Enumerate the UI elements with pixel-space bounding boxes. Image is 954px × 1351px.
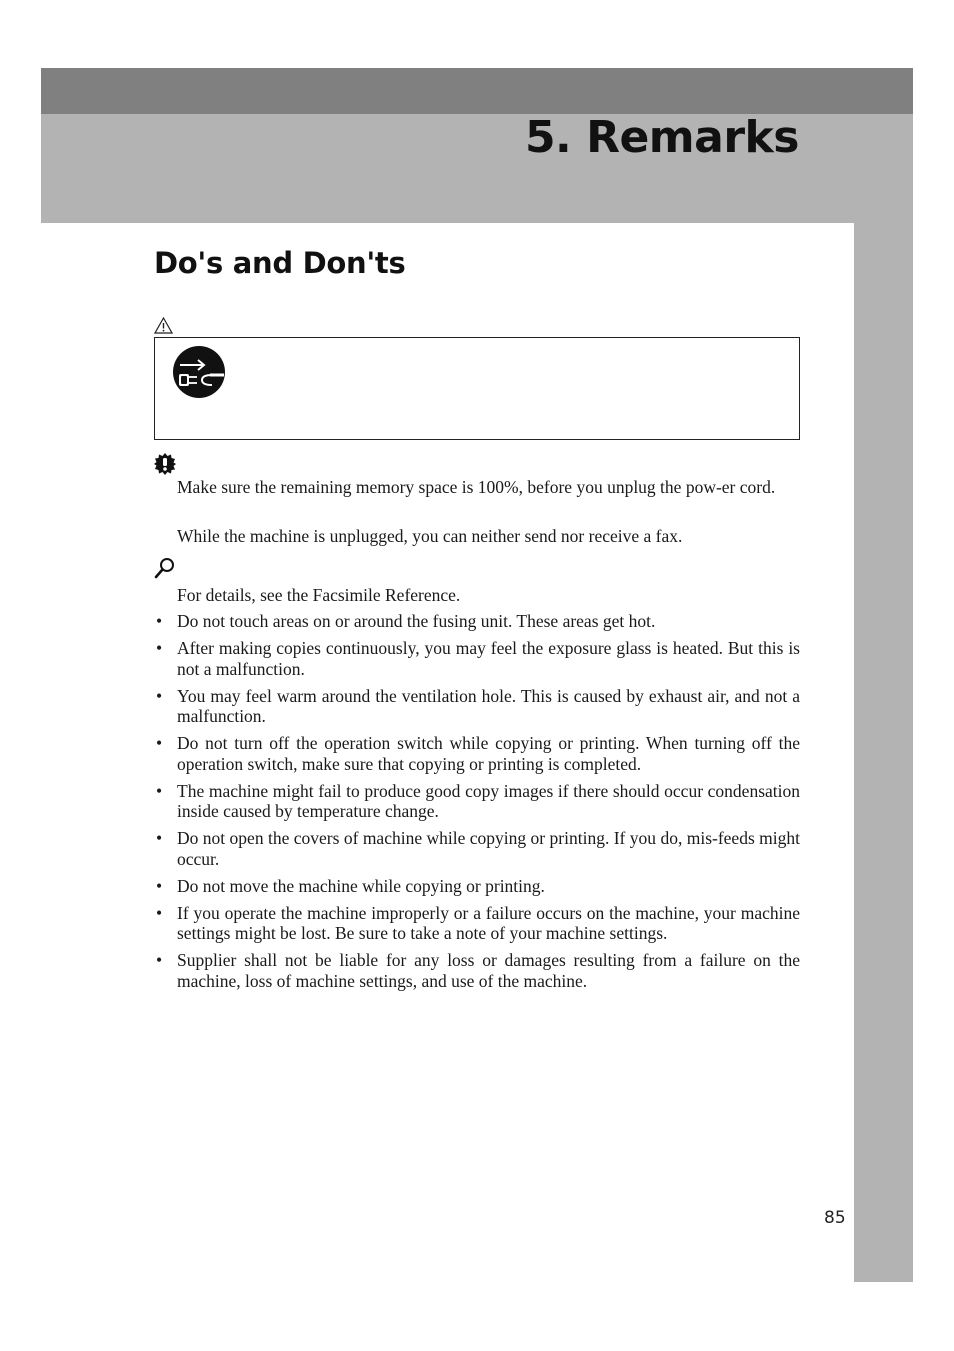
warning-triangle-icon (154, 317, 173, 334)
list-item (154, 733, 800, 774)
bullet-marker: • (156, 902, 163, 923)
list-item-text: If you operate the machine improperly or a failure occurs on the machine, your machine settings might be lost. Be sure to take a note of your machine settings. (177, 902, 800, 943)
chapter-header-band-dark (41, 68, 913, 114)
page-number: 85 (824, 1208, 846, 1228)
list-item (154, 828, 800, 869)
list-item-text: Do not move the machine while copying or printing. (177, 875, 545, 896)
list-item (154, 876, 800, 897)
bullet-marker: • (156, 733, 163, 753)
bullet-marker: • (156, 611, 163, 631)
bullet-marker: • (156, 638, 163, 658)
important-badge-icon (154, 453, 176, 475)
list-item-text: Supplier shall not be liable for any loss or damages resulting from a failure on the machine, loss of machine settings, and use of the machine. (177, 950, 800, 991)
important-note-2: While the machine is unplugged, you can neither send nor receive a fax. (177, 526, 683, 546)
list-item (154, 638, 800, 679)
reference-note: For details, see the Facsimile Reference. (177, 585, 461, 605)
section-title: Do's and Don'ts (154, 246, 406, 280)
list-item (154, 950, 800, 991)
bullet-marker: • (156, 875, 163, 896)
warning-box (154, 337, 800, 440)
important-note-1: Make sure the remaining memory space is 100%, before you unplug the pow-er cord. (177, 477, 776, 497)
page-side-tab (854, 223, 913, 1282)
list-item-text: After making copies continuously, you may feel the exposure glass is heated. But this is not a malfunction. (177, 638, 800, 679)
magnifier-icon (154, 557, 176, 579)
list-item-text: The machine might fail to produce good copy images if there should occur condensation inside caused by temperature change. (177, 780, 800, 821)
list-item (154, 781, 800, 822)
bullet-marker: • (156, 828, 163, 848)
bullet-marker: • (156, 685, 163, 706)
bullet-marker: • (156, 780, 163, 801)
list-item-text: Do not turn off the operation switch while copying or printing. When turning off the operation switch, make sure that copying or printing is completed. (177, 733, 800, 774)
list-item (154, 611, 800, 632)
list-item (154, 903, 800, 944)
bullet-marker: • (156, 950, 163, 970)
unplug-power-cord-icon (172, 345, 226, 399)
list-item-text: Do not open the covers of machine while copying or printing. If you do, mis-feeds might occur. (177, 828, 800, 869)
chapter-title: 5. Remarks (524, 112, 799, 163)
list-item (154, 686, 800, 727)
dos-and-donts-list (154, 611, 800, 998)
list-item-text: You may feel warm around the ventilation hole. This is caused by exhaust air, and not a malfunction. (177, 685, 800, 726)
list-item-text: Do not touch areas on or around the fusing unit. These areas get hot. (177, 611, 656, 631)
